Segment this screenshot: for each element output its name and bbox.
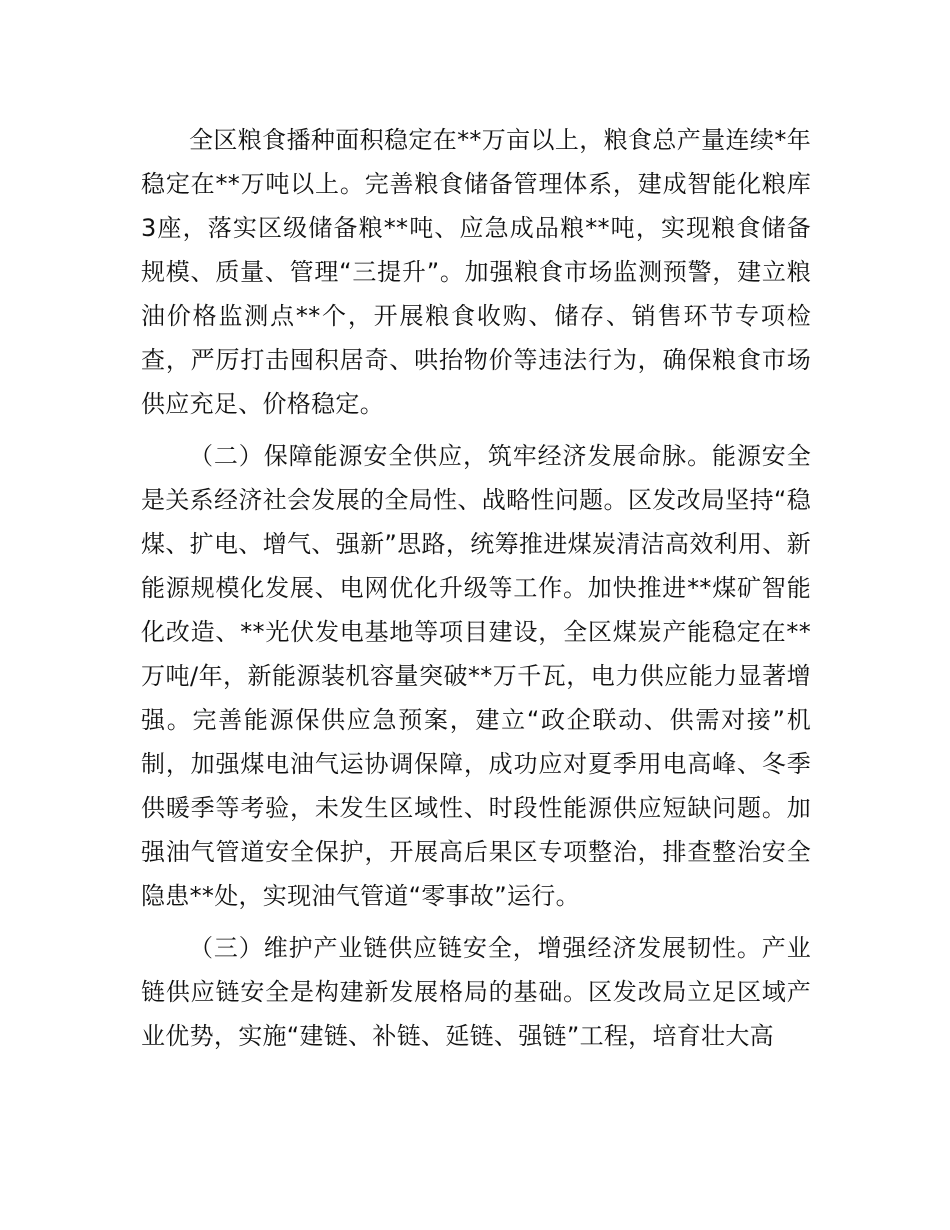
document-body — [141, 118, 811, 1066]
paragraph-grain-security: 全区粮食播种面积稳定在**万亩以上，粮食总产量连续*年稳定在**万吨以上。完善粮食储备管理体系，建成智能化粮库3座，落实区级储备粮**吨、应急成品粮**吨，实现粮食储备规模、质量、管理“三提升”。加强粮食市场监测预警，建立粮油价格监测点**个，开展粮食收购、储存、销售环节专项检查，严厉打击囤积居奇、哄抬物价等违法行为，确保粮食市场供应充足、价格稳定。 — [141, 126, 811, 418]
paragraph-supply-chain-security: （三）维护产业链供应链安全，增强经济发展韧性。产业链供应链安全是构建新发展格局的基础。区发改局立足区域产业优势，实施“建链、补链、延链、强链”工程，培育壮大高 — [141, 934, 811, 1050]
paragraph-energy-security: （二）保障能源安全供应，筑牢经济发展命脉。能源安全是关系经济社会发展的全局性、战略性问题。区发改局坚持“稳煤、扩电、增气、强新”思路，统筹推进煤炭清洁高效利用、新能源规模化发展、电网优化升级等工作。加快推进**煤矿智能化改造、**光伏发电基地等项目建设，全区煤炭产能稳定在**万吨/年，新能源装机容量突破**万千瓦，电力供应能力显著增强。完善能源保供应急预案，建立“政企联动、供需对接”机制，加强煤电油气运协调保障，成功应对夏季用电高峰、冬季供暖季等考验，未发生区域性、时段性能源供应短缺问题。加强油气管道安全保护，开展高后果区专项整治，排查整治安全隐患**处，实现油气管道“零事故”运行。 — [141, 442, 811, 910]
